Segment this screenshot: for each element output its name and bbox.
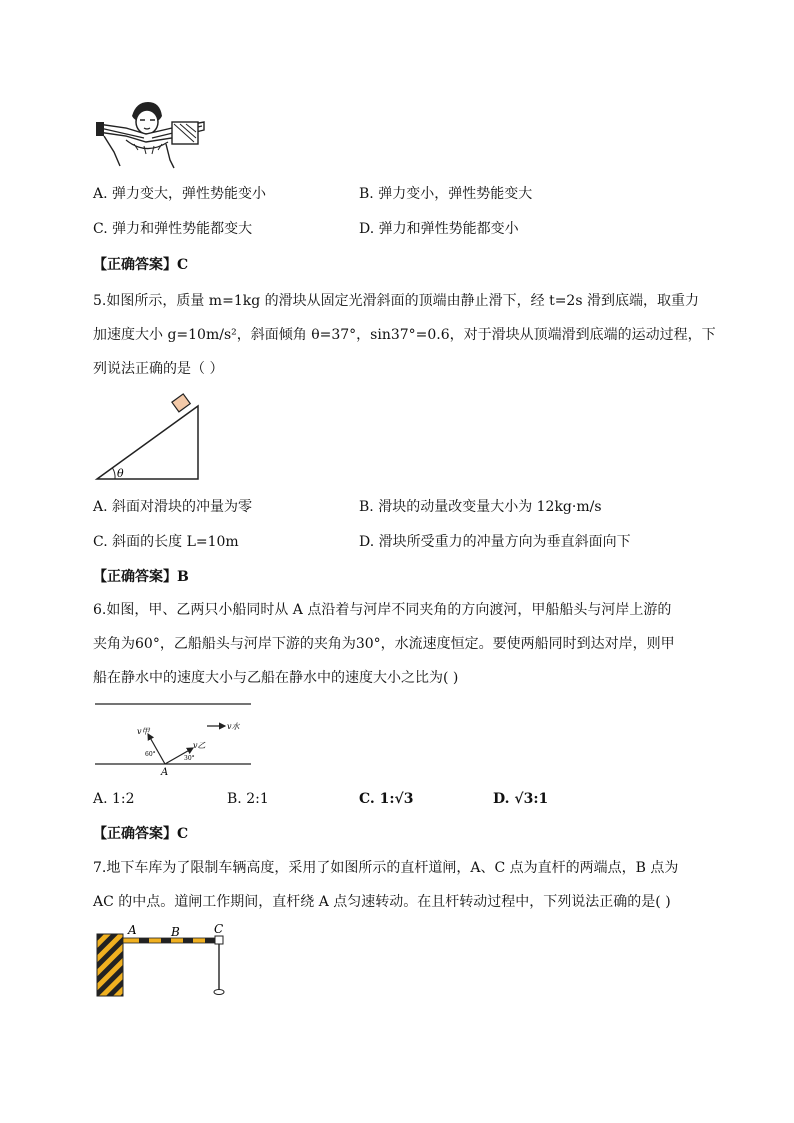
q5-option-b[interactable]: B. 滑块的动量改变量大小为 12kg·m/s xyxy=(359,499,602,515)
v-yi-label: v乙 xyxy=(193,741,206,750)
v-water-label: v水 xyxy=(227,722,240,731)
q6-stem-line2: 夹角为60°，乙船船头与河岸下游的夹角为30°，水流速度恒定。要使两船同时到达对岸，则甲 xyxy=(93,636,675,652)
river-figure xyxy=(93,700,253,780)
incline-figure xyxy=(93,392,205,484)
q6-option-b[interactable]: B. 2:1 xyxy=(227,791,269,807)
q5-option-d[interactable]: D. 滑块所受重力的冲量方向为垂直斜面向下 xyxy=(359,534,631,550)
slider-block xyxy=(172,394,190,412)
point-c-label: C xyxy=(214,922,224,936)
q6-stem-line1: 6.如图，甲、乙两只小船同时从 A 点沿着与河岸不同夹角的方向渡河，甲船船头与河岸上游的 xyxy=(93,602,672,618)
q5-stem-line1: 5.如图所示，质量 m=1kg 的滑块从固定光滑斜面的顶端由静止滑下，经 t=2s 滑到底端，取重力 xyxy=(93,293,699,309)
q7-stem-line2: AC 的中点。道闸工作期间，直杆绕 A 点匀速转动。在且杆转动过程中，下列说法正确的是( ) xyxy=(93,894,671,910)
v-jia-arrow xyxy=(148,734,165,764)
exerciser-figure xyxy=(96,98,208,170)
point-a-label: A xyxy=(161,767,169,778)
point-a-label: A xyxy=(128,923,137,937)
q4-option-a[interactable]: A. 弹力变大，弹性势能变小 xyxy=(93,186,267,202)
q4-answer: 【正确答案】C xyxy=(93,257,189,273)
q6-answer: 【正确答案】C xyxy=(93,826,189,842)
q4-option-b[interactable]: B. 弹力变小，弹性势能变大 xyxy=(359,186,533,202)
q4-option-d[interactable]: D. 弹力和弹性势能都变小 xyxy=(359,221,519,237)
q5-stem-line3: 列说法正确的是（ ） xyxy=(93,361,224,377)
q5-option-c[interactable]: C. 斜面的长度 L=10m xyxy=(93,534,239,550)
q5-answer: 【正确答案】B xyxy=(93,569,189,585)
angle-60-label: 60° xyxy=(145,751,156,758)
point-b-label: B xyxy=(171,925,180,939)
q7-stem-line1: 7.地下车库为了限制车辆高度，采用了如图所示的直杆道闸，A、C 点为直杆的两端点，B 点为 xyxy=(93,860,679,876)
gate-post xyxy=(97,934,123,996)
angle-theta-label: θ xyxy=(117,467,124,480)
q6-option-c[interactable]: C. 1:√3 xyxy=(359,791,414,807)
q5-option-a[interactable]: A. 斜面对滑块的冲量为零 xyxy=(93,499,253,515)
v-jia-label: v甲 xyxy=(137,727,150,736)
q6-option-d[interactable]: D. √3:1 xyxy=(493,791,549,807)
incline-triangle xyxy=(97,406,198,479)
q5-stem-line2: 加速度大小 g=10m/s²，斜面倾角 θ=37°，sin37°=0.6，对于滑块从顶端滑到底端的运动过程，下 xyxy=(93,327,716,343)
q6-stem-line3: 船在静水中的速度大小与乙船在静水中的速度大小之比为( ) xyxy=(93,670,459,686)
angle-30-label: 30° xyxy=(184,755,195,762)
q4-option-c[interactable]: C. 弹力和弹性势能都变大 xyxy=(93,221,253,237)
q6-option-a[interactable]: A. 1:2 xyxy=(93,791,135,807)
barrier-gate-figure xyxy=(95,922,235,998)
